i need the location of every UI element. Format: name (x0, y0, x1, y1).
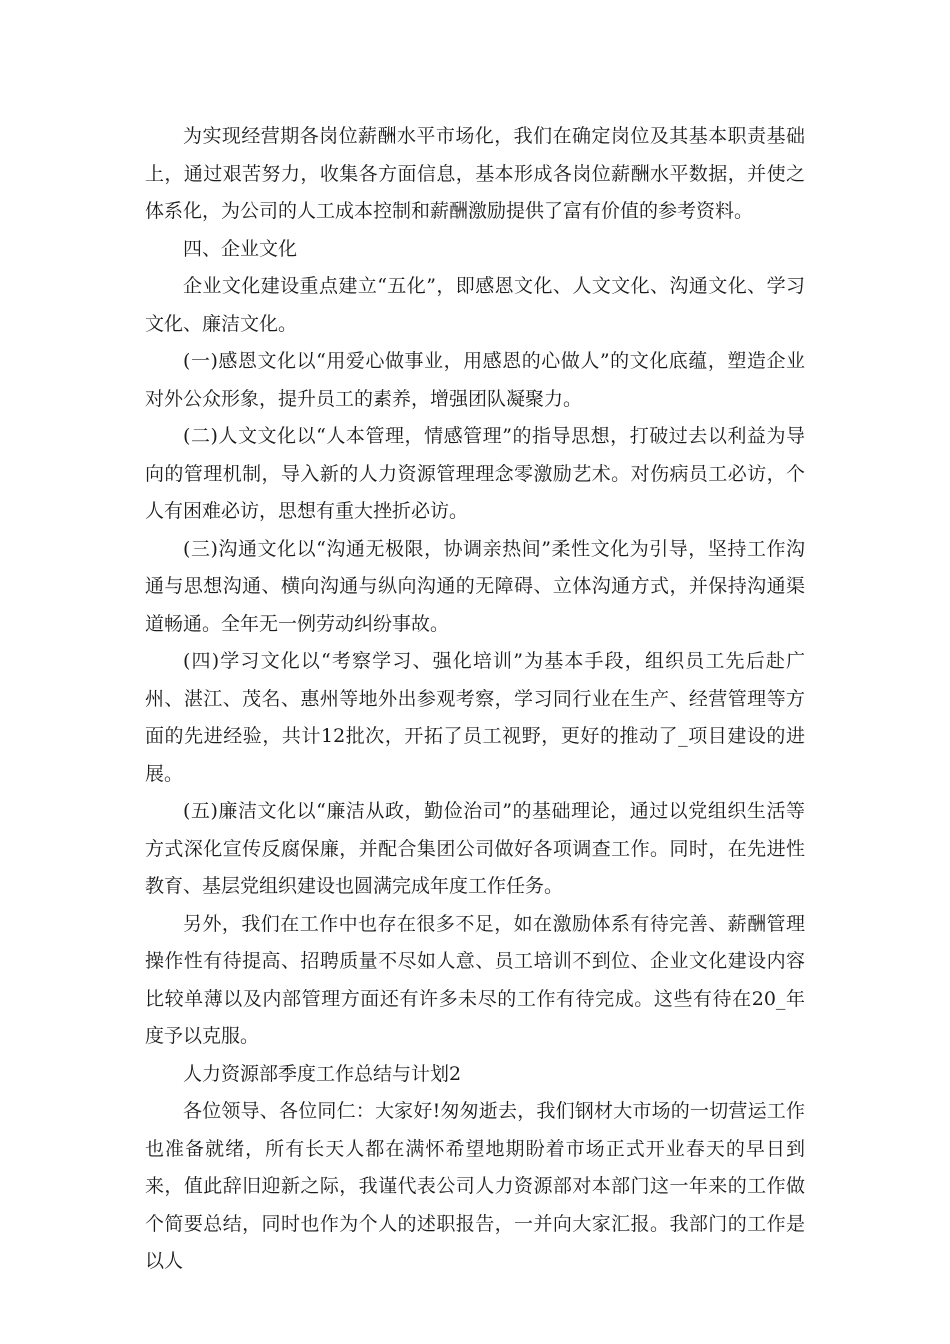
paragraph-gratitude-culture: (一)感恩文化以“用爱心做事业，用感恩的心做人”的文化底蕴，塑造企业对外公众形象，提升员工的素养，增强团队凝聚力。 (145, 350, 805, 410)
paragraph-salary-market: 为实现经营期各岗位薪酬水平市场化，我们在确定岗位及其基本职责基础上，通过艰苦努力，收集各方面信息，基本形成各岗位薪酬水平数据，并使之体系化，为公司的人工成本控制和薪酬激励提供了富有价值的参考资料。 (145, 125, 805, 222)
paragraph-communication-culture: (三)沟通文化以“沟通无极限，协调亲热间”柔性文化为引导，坚持工作沟通与思想沟通、横向沟通与纵向沟通的无障碍、立体沟通方式，并保持沟通渠道畅通。全年无一例劳动纠纷事故。 (145, 537, 805, 635)
paragraph-learning-culture: (四)学习文化以“考察学习、强化培训”为基本手段，组织员工先后赴广州、湛江、茂名、惠州等地外出参观考察，学习同行业在生产、经营管理等方面的先进经验，共计12批次，开拓了员工视野，更好的推动了_项目建设的进展。 (145, 650, 805, 785)
paragraph-shortcomings: 另外，我们在工作中也存在很多不足，如在激励体系有待完善、薪酬管理操作性有待提高、招聘质量不尽如人意、员工培训不到位、企业文化建设内容比较单薄以及内部管理方面还有许多未尽的工作有待完成。这些有待在20_年度予以克服。 (145, 912, 805, 1047)
paragraph-greeting: 各位领导、各位同仁：大家好!匆匆逝去，我们钢材大市场的一切营运工作也准备就绪，所有长天人都在满怀希望地期盼着市场正式开业春天的早日到来，值此辞旧迎新之际，我谨代表公司人力资源部对本部门这一年来的工作做个简要总结，同时也作为个人的述职报告，一并向大家汇报。我部门的工作是以人 (145, 1100, 805, 1272)
paragraph-humanistic-culture: (二)人文文化以“人本管理，情感管理”的指导思想，打破过去以利益为导向的管理机制，导入新的人力资源管理理念零激励艺术。对伤病员工必访，个人有困难必访，思想有重大挫折必访。 (145, 425, 805, 522)
paragraph-integrity-culture: (五)廉洁文化以“廉洁从政，勤俭治司”的基础理论，通过以党组织生活等方式深化宣传反腐保廉，并配合集团公司做好各项调查工作。同时，在先进性教育、基层党组织建设也圆满完成年度工作任务。 (145, 800, 805, 897)
section-heading-corporate-culture: 四、企业文化 (183, 237, 298, 260)
paragraph-five-cultures: 企业文化建设重点建立“五化”，即感恩文化、人文文化、沟通文化、学习文化、廉洁文化。 (145, 275, 805, 335)
section-title-summary-2: 人力资源部季度工作总结与计划2 (183, 1062, 462, 1085)
document-body (145, 118, 805, 1281)
